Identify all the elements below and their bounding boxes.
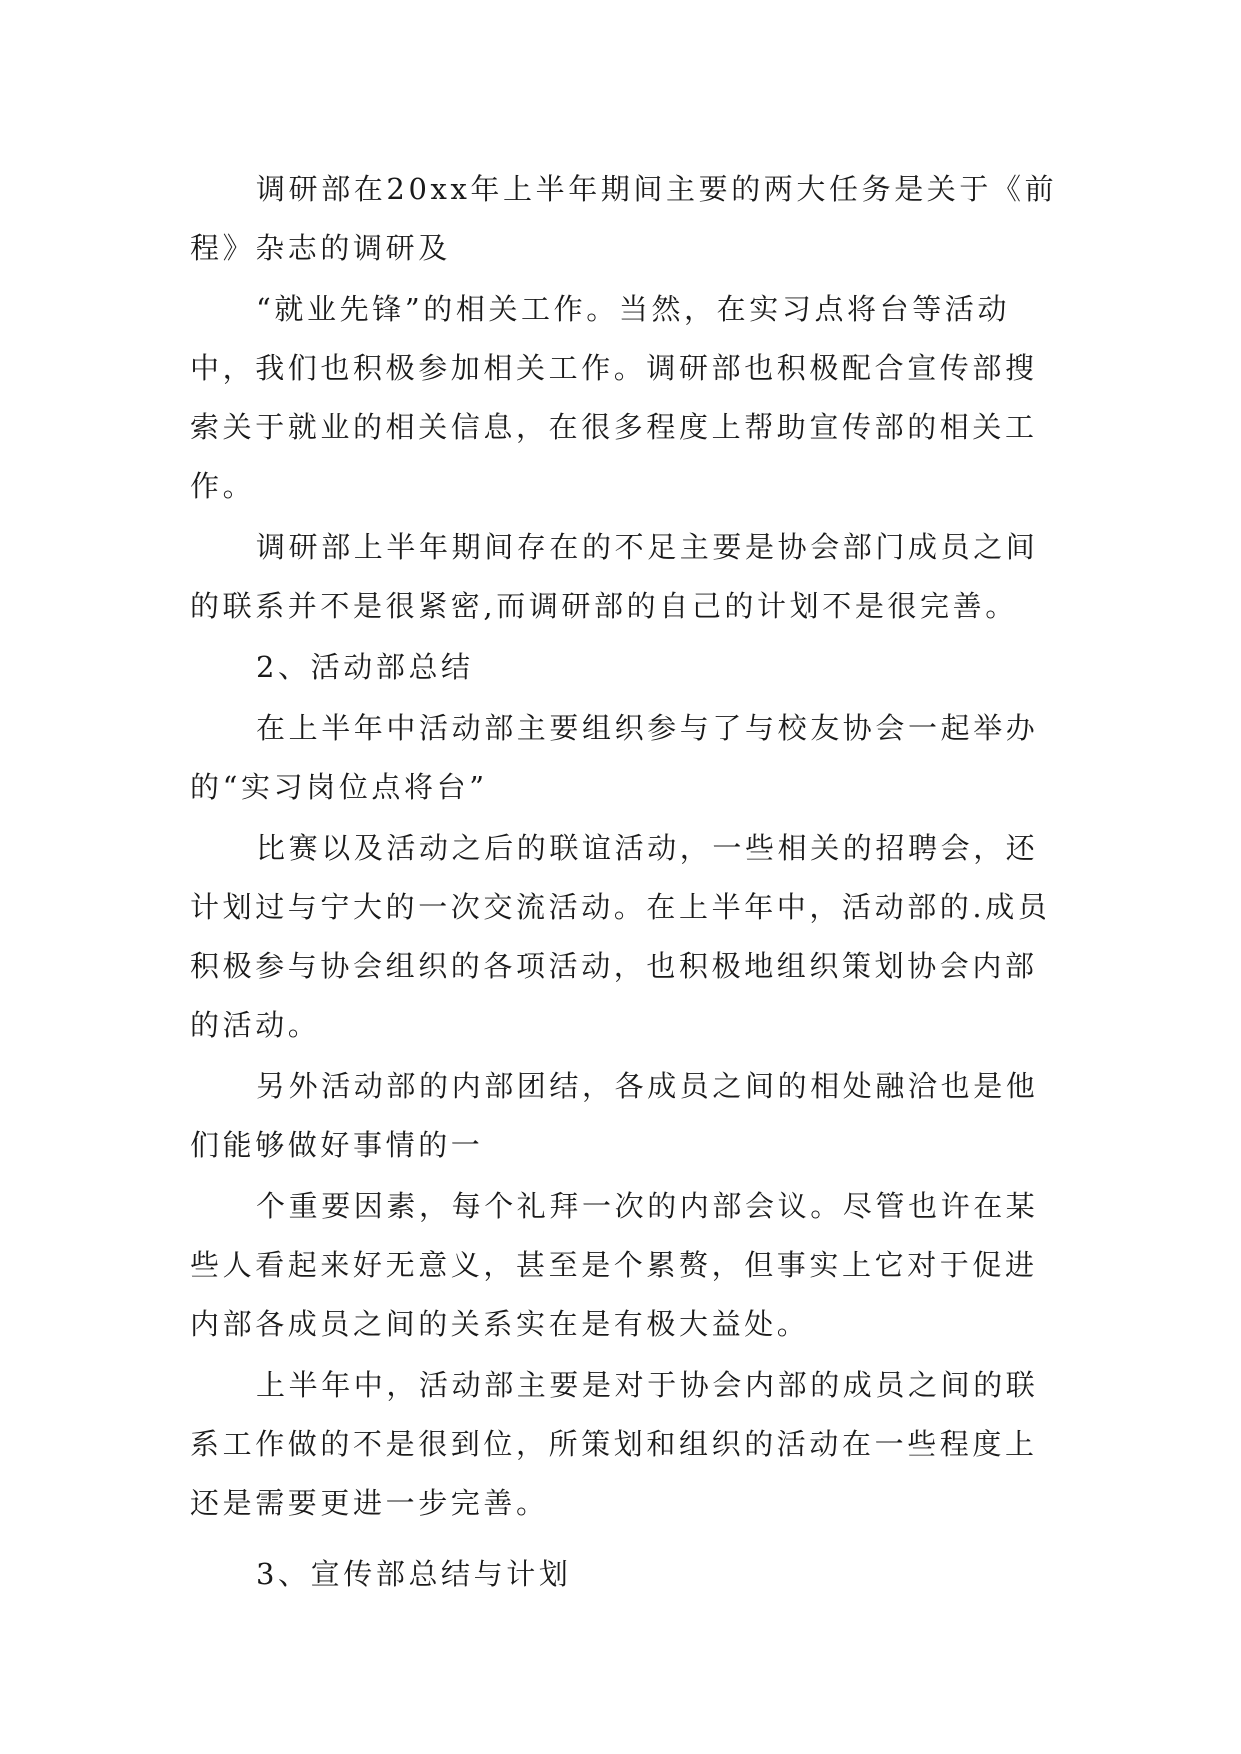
section-heading-activity-summary: 2、活动部总结 bbox=[256, 650, 474, 684]
paragraph-research-shortcomings: 调研部上半年期间存在的不足主要是协会部门成员之间的联系并不是很紧密,而调研部的自己的计划不是很完善。 bbox=[190, 530, 1039, 623]
paragraph-activity-shortcomings: 上半年中，活动部主要是对于协会内部的成员之间的联系工作做的不是很到位，所策划和组织的活动在一些程度上还是需要更进一步完善。 bbox=[190, 1368, 1039, 1520]
document-page bbox=[190, 160, 1060, 1604]
section-heading-publicity-summary: 3、宣传部总结与计划 bbox=[256, 1557, 572, 1591]
paragraph-activity-meetings: 个重要因素，每个礼拜一次的内部会议。尽管也许在某些人看起来好无意义，甚至是个累赘，但事实上它对于促进内部各成员之间的关系实在是有极大益处。 bbox=[190, 1189, 1039, 1341]
paragraph-activity-unity: 另外活动部的内部团结，各成员之间的相处融洽也是他们能够做好事情的一 bbox=[190, 1069, 1039, 1162]
paragraph-employment-pioneer: “就业先锋”的相关工作。当然，在实习点将台等活动中，我们也积极参加相关工作。调研部也积极配合宣传部搜索关于就业的相关信息，在很多程度上帮助宣传部的相关工作。 bbox=[190, 292, 1038, 503]
paragraph-activity-main: 在上半年中活动部主要组织参与了与校友协会一起举办的“实习岗位点将台” bbox=[190, 711, 1039, 804]
paragraph-research-tasks: 调研部在20xx年上半年期间主要的两大任务是关于《前程》杂志的调研及 bbox=[190, 172, 1058, 265]
paragraph-activity-competition: 比赛以及活动之后的联谊活动，一些相关的招聘会，还计划过与宁大的一次交流活动。在上半年中，活动部的.成员积极参与协会组织的各项活动，也积极地组织策划协会内部的活动。 bbox=[190, 831, 1051, 1042]
